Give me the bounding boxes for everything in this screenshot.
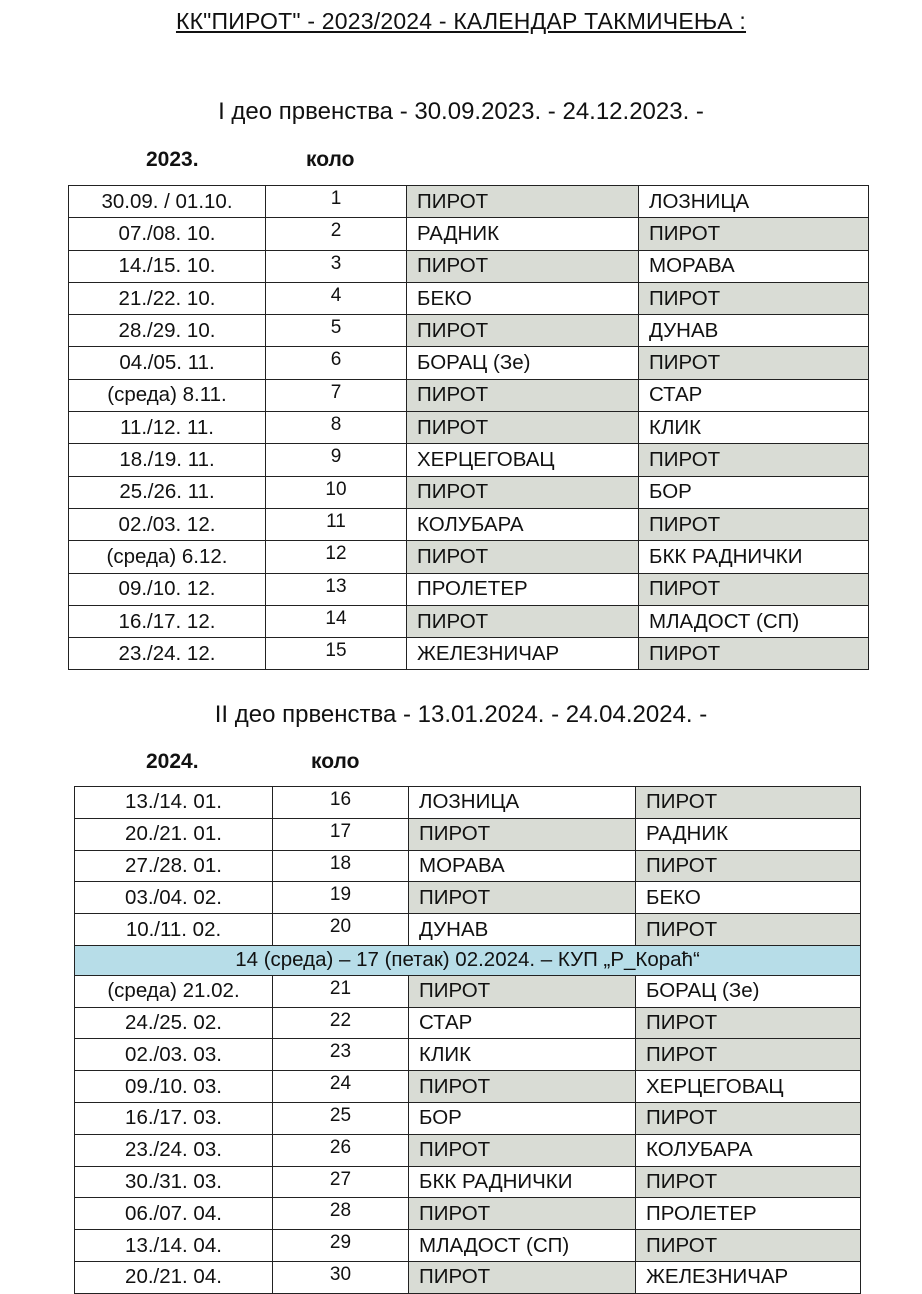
- match-round: 25: [273, 1102, 409, 1134]
- match-round: 7: [266, 379, 407, 411]
- match-date: (среда) 21.02.: [75, 975, 273, 1007]
- team-2: БОР: [639, 476, 869, 508]
- match-date: 07./08. 10.: [69, 218, 266, 250]
- match-date: 02./03. 12.: [69, 508, 266, 540]
- match-date: 27./28. 01.: [75, 850, 273, 882]
- team-1: ПИРОТ: [407, 412, 639, 444]
- part2-schedule-body: [75, 787, 861, 1294]
- match-round: 16: [273, 787, 409, 819]
- team-2: БЕКО: [636, 882, 861, 914]
- team-2: РАДНИК: [636, 818, 861, 850]
- team-1: ПИРОТ: [407, 605, 639, 637]
- match-round: 1: [266, 186, 407, 218]
- team-1: ЖЕЛЕЗНИЧАР: [407, 638, 639, 670]
- match-row: [69, 508, 869, 540]
- match-row: [75, 787, 861, 819]
- team-1: ПИРОТ: [409, 1071, 636, 1103]
- match-date: 11./12. 11.: [69, 412, 266, 444]
- team-1: ПИРОТ: [407, 476, 639, 508]
- team-1: ПИРОТ: [409, 882, 636, 914]
- team-2: ПИРОТ: [636, 914, 861, 946]
- team-2: ХЕРЦЕГОВАЦ: [636, 1071, 861, 1103]
- part1-heading: I део првенства - 30.09.2023. - 24.12.2023. -: [218, 98, 704, 125]
- match-round: 12: [266, 541, 407, 573]
- match-round: 21: [273, 975, 409, 1007]
- team-2: ПИРОТ: [639, 282, 869, 314]
- match-date: 09./10. 03.: [75, 1071, 273, 1103]
- team-1: ПИРОТ: [409, 818, 636, 850]
- match-row: [75, 1230, 861, 1262]
- team-1: МЛАДОСТ (СП): [409, 1230, 636, 1262]
- match-round: 3: [266, 250, 407, 282]
- team-2: КОЛУБАРА: [636, 1134, 861, 1166]
- match-row: [75, 818, 861, 850]
- match-round: 29: [273, 1230, 409, 1262]
- team-2: ПИРОТ: [639, 638, 869, 670]
- match-row: [69, 282, 869, 314]
- team-2: БКК РАДНИЧКИ: [639, 541, 869, 573]
- match-date: 02./03. 03.: [75, 1039, 273, 1071]
- team-2: ПИРОТ: [636, 787, 861, 819]
- match-date: 30.09. / 01.10.: [69, 186, 266, 218]
- team-2: ПИРОТ: [639, 508, 869, 540]
- match-round: 30: [273, 1261, 409, 1293]
- match-round: 2: [266, 218, 407, 250]
- match-date: 16./17. 03.: [75, 1102, 273, 1134]
- team-1: ПИРОТ: [409, 975, 636, 1007]
- match-date: 16./17. 12.: [69, 605, 266, 637]
- match-round: 22: [273, 1007, 409, 1039]
- team-2: КЛИК: [639, 412, 869, 444]
- match-date: 06./07. 04.: [75, 1198, 273, 1230]
- team-1: ПИРОТ: [407, 379, 639, 411]
- team-1: СТАР: [409, 1007, 636, 1039]
- match-row: [69, 379, 869, 411]
- team-1: ПИРОТ: [409, 1261, 636, 1293]
- match-row: [69, 605, 869, 637]
- match-row: [69, 250, 869, 282]
- team-1: ПИРОТ: [407, 541, 639, 573]
- team-2: ПРОЛЕТЕР: [636, 1198, 861, 1230]
- team-2: ПИРОТ: [639, 347, 869, 379]
- match-row: [75, 1166, 861, 1198]
- match-round: 4: [266, 282, 407, 314]
- team-2: ДУНАВ: [639, 315, 869, 347]
- match-date: 18./19. 11.: [69, 444, 266, 476]
- match-round: 23: [273, 1039, 409, 1071]
- match-round: 6: [266, 347, 407, 379]
- match-row: [75, 882, 861, 914]
- team-2: ПИРОТ: [636, 1166, 861, 1198]
- match-row: [75, 1007, 861, 1039]
- match-row: [69, 412, 869, 444]
- match-round: 11: [266, 508, 407, 540]
- team-2: ПИРОТ: [636, 850, 861, 882]
- match-round: 26: [273, 1134, 409, 1166]
- match-row: [75, 914, 861, 946]
- match-round: 8: [266, 412, 407, 444]
- part1-round-label: коло: [306, 148, 355, 171]
- team-2: ПИРОТ: [639, 218, 869, 250]
- match-row: [69, 638, 869, 670]
- match-round: 27: [273, 1166, 409, 1198]
- team-1: ПИРОТ: [409, 1198, 636, 1230]
- part1-schedule-table: [68, 185, 869, 670]
- match-date: 04./05. 11.: [69, 347, 266, 379]
- match-row: [75, 1134, 861, 1166]
- match-date: 23./24. 12.: [69, 638, 266, 670]
- match-row: [69, 476, 869, 508]
- match-date: 30./31. 03.: [75, 1166, 273, 1198]
- team-2: ЖЕЛЕЗНИЧАР: [636, 1261, 861, 1293]
- part2-round-label: коло: [311, 750, 360, 773]
- team-2: ПИРОТ: [639, 444, 869, 476]
- team-2: МЛАДОСТ (СП): [639, 605, 869, 637]
- match-row: [69, 347, 869, 379]
- team-1: ПРОЛЕТЕР: [407, 573, 639, 605]
- match-row: [69, 218, 869, 250]
- match-date: 09./10. 12.: [69, 573, 266, 605]
- match-date: 13./14. 01.: [75, 787, 273, 819]
- team-1: БОР: [409, 1102, 636, 1134]
- team-1: КЛИК: [409, 1039, 636, 1071]
- match-round: 15: [266, 638, 407, 670]
- match-row: [69, 315, 869, 347]
- match-row: [75, 975, 861, 1007]
- cup-note: 14 (среда) – 17 (петак) 02.2024. – КУП „Р_Кораћ“: [75, 945, 861, 975]
- match-date: 14./15. 10.: [69, 250, 266, 282]
- part2-schedule-table: [74, 786, 861, 1294]
- team-2: ПИРОТ: [636, 1039, 861, 1071]
- match-row: [75, 1198, 861, 1230]
- team-1: ПИРОТ: [407, 315, 639, 347]
- part2-heading: II део првенства - 13.01.2024. - 24.04.2024. -: [214, 701, 708, 728]
- page-title: КК"ПИРОТ" - 2023/2024 - КАЛЕНДАР ТАКМИЧЕЊА :: [175, 8, 747, 34]
- part2-year-label: 2024.: [146, 750, 199, 773]
- match-round: 24: [273, 1071, 409, 1103]
- match-row: [69, 541, 869, 573]
- team-2: ПИРОТ: [639, 573, 869, 605]
- part1-schedule-body: [69, 186, 869, 670]
- team-2: ПИРОТ: [636, 1102, 861, 1134]
- match-date: 20./21. 04.: [75, 1261, 273, 1293]
- team-2: МОРАВА: [639, 250, 869, 282]
- match-round: 17: [273, 818, 409, 850]
- match-date: 10./11. 02.: [75, 914, 273, 946]
- match-row: [69, 573, 869, 605]
- team-1: ПИРОТ: [409, 1134, 636, 1166]
- team-1: ПИРОТ: [407, 186, 639, 218]
- match-round: 28: [273, 1198, 409, 1230]
- match-row: [69, 186, 869, 218]
- team-2: ПИРОТ: [636, 1230, 861, 1262]
- team-1: МОРАВА: [409, 850, 636, 882]
- match-round: 10: [266, 476, 407, 508]
- match-row: [75, 1039, 861, 1071]
- team-1: ХЕРЦЕГОВАЦ: [407, 444, 639, 476]
- match-date: 23./24. 03.: [75, 1134, 273, 1166]
- team-1: ЛОЗНИЦА: [409, 787, 636, 819]
- match-row: [75, 1071, 861, 1103]
- team-1: ДУНАВ: [409, 914, 636, 946]
- match-round: 20: [273, 914, 409, 946]
- match-round: 5: [266, 315, 407, 347]
- team-1: БКК РАДНИЧКИ: [409, 1166, 636, 1198]
- part1-year-label: 2023.: [146, 148, 199, 171]
- team-1: ПИРОТ: [407, 250, 639, 282]
- match-row: [75, 1102, 861, 1134]
- cup-row: [75, 945, 861, 975]
- team-1: КОЛУБАРА: [407, 508, 639, 540]
- match-date: 28./29. 10.: [69, 315, 266, 347]
- match-date: 20./21. 01.: [75, 818, 273, 850]
- match-round: 19: [273, 882, 409, 914]
- team-2: ПИРОТ: [636, 1007, 861, 1039]
- match-row: [69, 444, 869, 476]
- match-date: 24./25. 02.: [75, 1007, 273, 1039]
- match-row: [75, 850, 861, 882]
- match-date: 03./04. 02.: [75, 882, 273, 914]
- team-1: БЕКО: [407, 282, 639, 314]
- team-2: ЛОЗНИЦА: [639, 186, 869, 218]
- match-date: 13./14. 04.: [75, 1230, 273, 1262]
- match-date: 25./26. 11.: [69, 476, 266, 508]
- match-round: 9: [266, 444, 407, 476]
- match-round: 14: [266, 605, 407, 637]
- team-1: БОРАЦ (Зе): [407, 347, 639, 379]
- match-row: [75, 1261, 861, 1293]
- team-2: БОРАЦ (Зе): [636, 975, 861, 1007]
- match-date: 21./22. 10.: [69, 282, 266, 314]
- match-round: 13: [266, 573, 407, 605]
- match-date: (среда) 8.11.: [69, 379, 266, 411]
- match-round: 18: [273, 850, 409, 882]
- team-1: РАДНИК: [407, 218, 639, 250]
- team-2: СТАР: [639, 379, 869, 411]
- match-date: (среда) 6.12.: [69, 541, 266, 573]
